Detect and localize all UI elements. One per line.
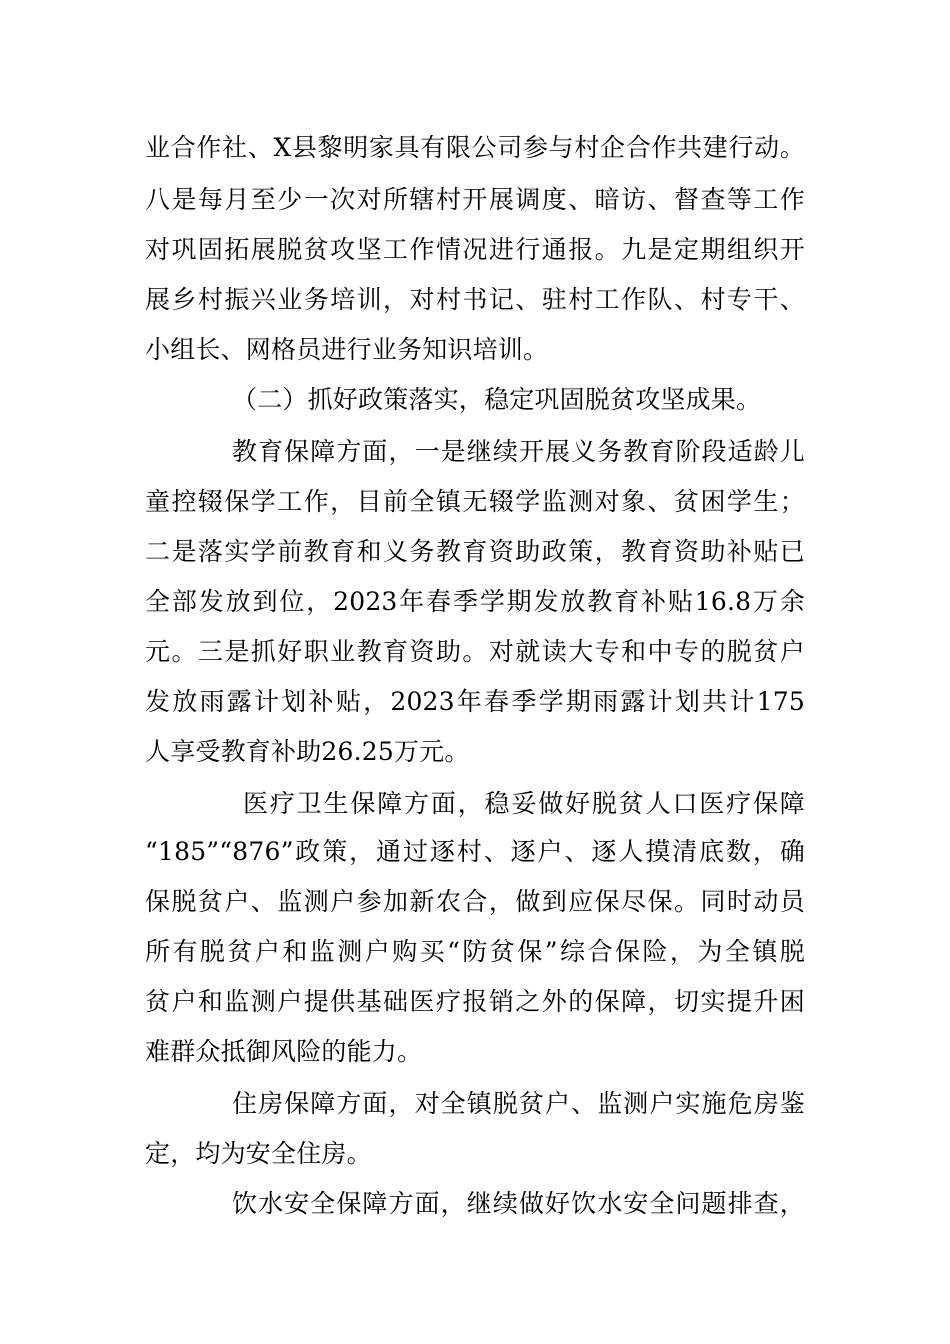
text-line: 医疗卫生保障方面，稳妥做好脱贫人口医疗保障 [243, 789, 805, 818]
section-heading: （二）抓好政策落实，稳定巩固脱贫攻坚成果。 [232, 385, 762, 414]
text-line: 教育保障方面，一是继续开展义务教育阶段适龄儿 [232, 437, 805, 466]
text-line: 展乡村振兴业务培训，对村书记、驻村工作队、村专干、 [145, 285, 805, 314]
text-line: 全部发放到位，2023年春季学期发放教育补贴16.8万余 [145, 587, 805, 616]
text-line: 难群众抵御风险的能力。 [145, 1037, 423, 1066]
text-line: 饮水安全保障方面，继续做好饮水安全问题排查， [232, 1189, 805, 1218]
text-line: 贫户和监测户提供基础医疗报销之外的保障，切实提升困 [145, 987, 805, 1016]
text-line: 二是落实学前教育和义务教育资助政策，教育资助补贴已 [145, 537, 805, 566]
text-line: 定，均为安全住房。 [145, 1139, 372, 1168]
text-line: 人享受教育补助26.25万元。 [145, 737, 470, 766]
text-line: 所有脱贫户和监测户购买“防贫保”综合保险，为全镇脱 [145, 937, 805, 966]
text-line: 住房保障方面，对全镇脱贫户、监测户实施危房鉴 [232, 1089, 805, 1118]
text-line: 童控辍保学工作，目前全镇无辍学监测对象、贫困学生； [145, 487, 805, 516]
text-line: 发放雨露计划补贴，2023年春季学期雨露计划共计175 [145, 687, 805, 716]
text-line: “185”“876”政策，通过逐村、逐户、逐人摸清底数，确 [145, 837, 805, 866]
text-line: 业合作社、X县黎明家具有限公司参与村企合作共建行动。 [145, 133, 805, 162]
text-line: 保脱贫户、监测户参加新农合，做到应保尽保。同时动员 [145, 887, 805, 916]
text-line: 对巩固拓展脱贫攻坚工作情况进行通报。九是定期组织开 [145, 235, 805, 264]
text-line: 八是每月至少一次对所辖村开展调度、暗访、督查等工作 [145, 185, 805, 214]
text-line: 小组长、网格员进行业务知识培训。 [145, 335, 549, 364]
text-line: 元。三是抓好职业教育资助。对就读大专和中专的脱贫户 [145, 637, 805, 666]
